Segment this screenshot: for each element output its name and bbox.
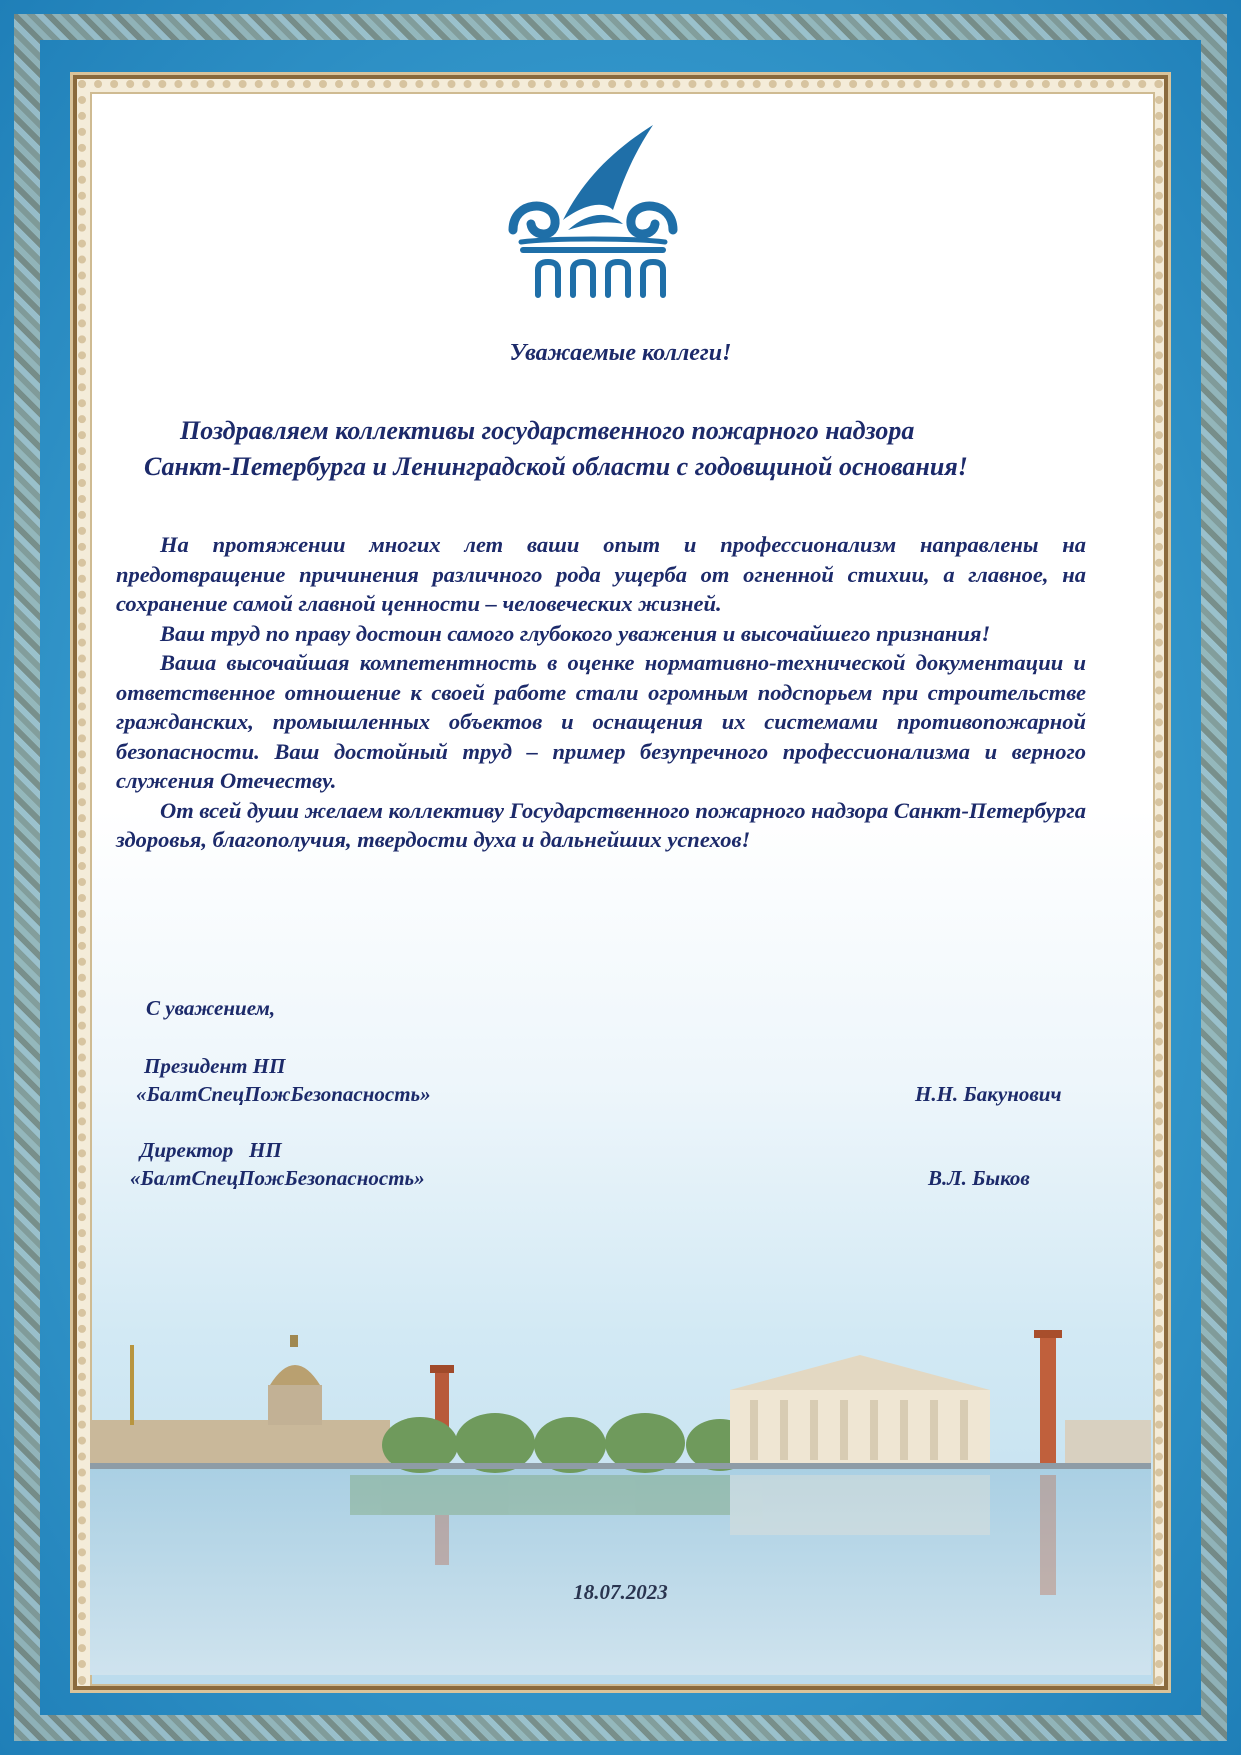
organization-logo (493, 120, 693, 300)
signatory-1-name: Н.Н. Бакунович (915, 1082, 1062, 1106)
paragraph-2: Ваш труд по праву достоин самого глубокого уважения и высочайшего признания! (160, 620, 991, 646)
letter-body (116, 530, 1086, 855)
paragraph-1: На протяжении многих лет ваши опыт и профессионализм направлены на предотвращение причинения различного рода ущерба от огненной стихии, а главное, на сохранение самой главной ценности – человеческих жизней. (116, 532, 1086, 616)
letter-date: 18.07.2023 (573, 1580, 668, 1604)
signatory-1-title: Президент НП (144, 1054, 286, 1078)
signatory-1-organization: «БалтСпецПожБезопасность» (136, 1082, 431, 1106)
signatory-2-title: Директор НП (140, 1138, 282, 1162)
saint-petersburg-skyline-image (90, 1325, 1151, 1675)
paragraph-4: От всей души желаем коллективу Государственного пожарного надзора Санкт-Петербурга здоровья, благополучия, твердости духа и дальнейших успехов! (116, 797, 1086, 852)
headline-line-1: Поздравляем коллективы государственного пожарного надзора (180, 416, 915, 445)
greeting: Уважаемые коллеги! (509, 340, 732, 366)
signatory-2-organization: «БалтСпецПожБезопасность» (130, 1166, 425, 1190)
closing: С уважением, (146, 996, 276, 1020)
paragraph-3: Ваша высочайшая компетентность в оценке нормативно-технической документации и ответственное отношение к своей работе стали огромным подспорьем при строительстве гражданских, промышленных объектов и оснащения их системами противопожарной безопасности. Ваш достойный труд – пример безупречного профессионализма и верного служения Отечеству. (116, 650, 1086, 793)
signatory-2-name: В.Л. Быков (928, 1166, 1030, 1190)
headline-line-2: Санкт-Петербурга и Ленинградской области с годовщиной основания! (144, 452, 968, 481)
